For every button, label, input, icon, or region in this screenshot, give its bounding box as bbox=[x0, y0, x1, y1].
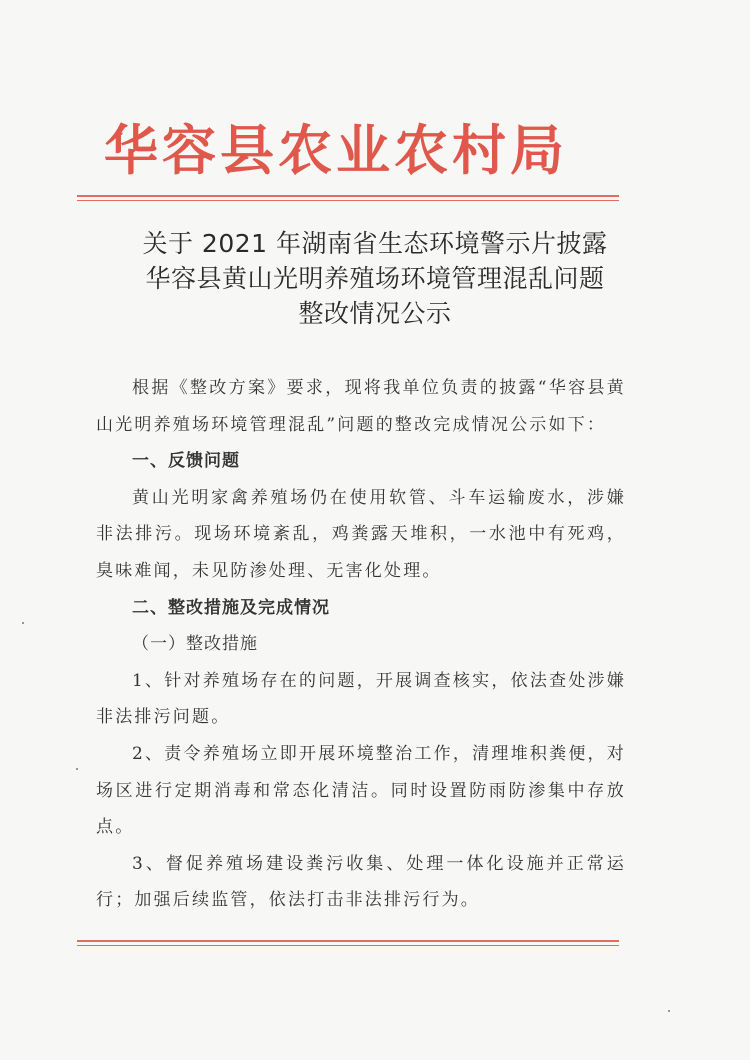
subsection-1-heading: （一）整改措施 bbox=[132, 634, 258, 655]
scan-speck bbox=[76, 768, 78, 770]
document-body bbox=[96, 370, 626, 919]
measure-item-2: 2、责令养殖场立即开展环境整治工作，清理堆积粪便，对场区进行定期消毒和常态化清洁。同时设置防雨防渗集中存放点。 bbox=[96, 743, 626, 838]
measure-item-3: 3、督促养殖场建设粪污收集、处理一体化设施并正常运行；加强后续监管，依法打击非法排污行为。 bbox=[96, 853, 626, 911]
section-2-heading: 二、整改措施及完成情况 bbox=[132, 597, 330, 618]
measure-item-1: 1、针对养殖场存在的问题，开展调查核实，依法查处涉嫌非法排污问题。 bbox=[96, 670, 626, 728]
scan-speck bbox=[668, 1010, 670, 1012]
title-line-1: 关于 2021 年湖南省生态环境警示片披露 bbox=[142, 229, 608, 258]
section-1-paragraph: 黄山光明家禽养殖场仍在使用软管、斗车运输废水，涉嫌非法排污。现场环境紊乱，鸡粪露天堆积，一水池中有死鸡，臭味难闻，未见防渗处理、无害化处理。 bbox=[96, 487, 626, 581]
intro-paragraph: 根据《整改方案》要求，现将我单位负责的披露“华容县黄山光明养殖场环境管理混乱”问题的整改完成情况公示如下： bbox=[96, 378, 626, 435]
scan-speck bbox=[22, 622, 24, 624]
title-line-2: 华容县黄山光明养殖场环境管理混乱问题 bbox=[145, 264, 605, 293]
issuing-authority-header: 华容县农业农村局 bbox=[104, 118, 568, 182]
header-red-rule-bottom bbox=[77, 200, 619, 201]
footer-red-rule-bottom bbox=[77, 945, 619, 946]
document-title bbox=[80, 226, 670, 331]
footer-red-rule-top bbox=[77, 940, 619, 942]
header-red-rule-top bbox=[77, 195, 619, 197]
section-1-heading: 一、反馈问题 bbox=[132, 451, 240, 472]
title-line-3: 整改情况公示 bbox=[298, 299, 452, 328]
